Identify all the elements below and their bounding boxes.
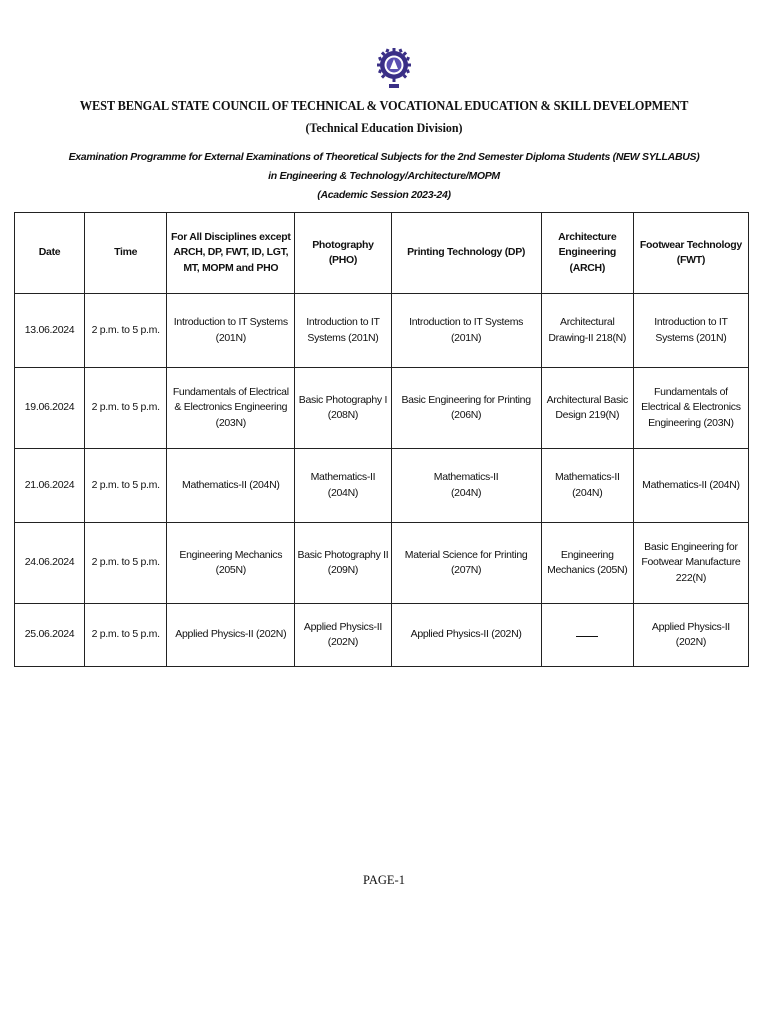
table-cell: Basic Photography II (209N) — [295, 523, 391, 604]
table-cell: Applied Physics-II (202N) — [391, 604, 541, 667]
exam-date: 21.06.2024 — [15, 449, 85, 523]
table-cell: Engineering Mechanics (205N) — [541, 523, 633, 604]
exam-programme-scope: in Engineering & Technology/Architecture/MOPM — [268, 170, 500, 182]
column-header: Footwear Technology (FWT) — [633, 213, 748, 294]
table-cell: Applied Physics-II (202N) — [167, 604, 295, 667]
table-cell: Mathematics-II (204N) — [633, 449, 748, 523]
exam-date: 25.06.2024 — [15, 604, 85, 667]
table-row — [15, 368, 749, 449]
column-header: Printing Technology (DP) — [391, 213, 541, 294]
table-row — [15, 604, 749, 667]
table-cell: Introduction to IT Systems (201N) — [391, 294, 541, 368]
exam-time: 2 p.m. to 5 p.m. — [85, 523, 167, 604]
empty-cell-dash — [541, 604, 633, 667]
exam-programme-title: Examination Programme for External Examinations of Theoretical Subjects for the 2nd Semester Diploma Students (NEW SYLLABUS) — [68, 151, 700, 163]
column-header: Time — [85, 213, 167, 294]
table-cell: Fundamentals of Electrical & Electronics Engineering (203N) — [633, 368, 748, 449]
table-header-row — [15, 213, 749, 294]
division-subtitle: (Technical Education Division) — [305, 120, 463, 135]
column-header: Architecture Engineering (ARCH) — [541, 213, 633, 294]
table-cell: Introduction to IT Systems (201N) — [633, 294, 748, 368]
exam-time: 2 p.m. to 5 p.m. — [85, 294, 167, 368]
table-cell: Introduction to IT Systems (201N) — [295, 294, 391, 368]
table-row — [15, 294, 749, 368]
dash-line — [576, 630, 598, 637]
exam-date: 19.06.2024 — [15, 368, 85, 449]
table-cell: Applied Physics-II (202N) — [633, 604, 748, 667]
column-header: For All Disciplines except ARCH, DP, FWT, ID, LGT, MT, MOPM and PHO — [167, 213, 295, 294]
table-cell: Applied Physics-II (202N) — [295, 604, 391, 667]
exam-time: 2 p.m. to 5 p.m. — [85, 368, 167, 449]
council-title: WEST BENGAL STATE COUNCIL OF TECHNICAL & VOCATIONAL EDUCATION & SKILL DEVELOPMENT — [79, 98, 689, 113]
exam-schedule-table — [14, 212, 749, 667]
table-row — [15, 449, 749, 523]
exam-date: 13.06.2024 — [15, 294, 85, 368]
table-cell: Material Science for Printing (207N) — [391, 523, 541, 604]
table-cell: Fundamentals of Electrical & Electronics Engineering (203N) — [167, 368, 295, 449]
page-number: PAGE-1 — [363, 873, 405, 887]
table-cell: Basic Engineering for Printing (206N) — [391, 368, 541, 449]
table-row — [15, 523, 749, 604]
table-cell: Mathematics-II (204N) — [541, 449, 633, 523]
table-cell: Basic Engineering for Footwear Manufacture 222(N) — [633, 523, 748, 604]
academic-session: (Academic Session 2023-24) — [317, 189, 451, 201]
column-header: Photography (PHO) — [295, 213, 391, 294]
exam-time: 2 p.m. to 5 p.m. — [85, 604, 167, 667]
table-cell: Mathematics-II (204N) — [295, 449, 391, 523]
table-cell: Basic Photography I (208N) — [295, 368, 391, 449]
council-logo — [375, 41, 413, 91]
exam-time: 2 p.m. to 5 p.m. — [85, 449, 167, 523]
column-header: Date — [15, 213, 85, 294]
table-cell: Mathematics-II (204N) — [391, 449, 541, 523]
table-cell: Mathematics-II (204N) — [167, 449, 295, 523]
table-cell: Architectural Drawing-II 218(N) — [541, 294, 633, 368]
table-cell: Introduction to IT Systems (201N) — [167, 294, 295, 368]
table-cell: Engineering Mechanics (205N) — [167, 523, 295, 604]
table-cell: Architectural Basic Design 219(N) — [541, 368, 633, 449]
exam-date: 24.06.2024 — [15, 523, 85, 604]
